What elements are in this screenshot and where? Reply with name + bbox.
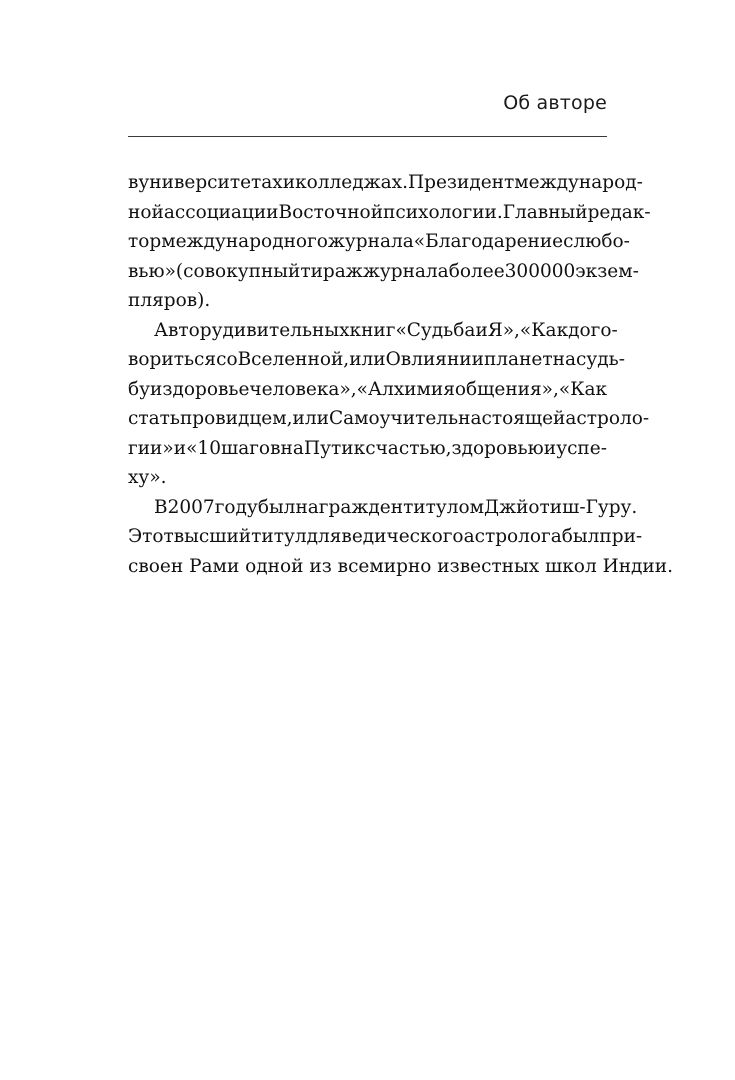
word: общения»,	[454, 378, 559, 400]
word: 2007	[167, 496, 215, 518]
word: «Как	[519, 319, 569, 341]
word: Главный	[502, 201, 588, 223]
word: редак-	[587, 201, 651, 223]
word: с	[563, 231, 574, 252]
word: «Благодарение	[413, 231, 564, 252]
word: со	[216, 349, 238, 370]
word: влиянии	[400, 349, 484, 370]
word: и	[282, 172, 296, 193]
word: на	[552, 349, 576, 370]
word: планет	[483, 349, 553, 370]
word: любо-	[573, 231, 630, 252]
word: астролога	[463, 526, 562, 547]
text-line: пляров).	[128, 290, 211, 311]
word: 000	[539, 260, 576, 282]
word: «Как	[558, 378, 608, 400]
word: счастью,	[365, 437, 452, 459]
word: судь-	[575, 349, 625, 370]
word: был	[561, 526, 600, 547]
word: стать	[128, 408, 180, 429]
word: экзем-	[575, 260, 639, 282]
word: ной	[128, 201, 164, 223]
text-line	[128, 198, 651, 228]
word: шагов	[221, 437, 281, 459]
word: титул	[251, 526, 307, 547]
word: Президент	[408, 172, 515, 193]
word: Этот	[128, 526, 174, 547]
text-line	[128, 434, 607, 464]
word: ведического	[341, 526, 464, 547]
word: дого-	[568, 319, 618, 341]
word: и	[150, 378, 163, 400]
word: журнала	[327, 231, 414, 252]
word: колледжах.	[295, 172, 408, 193]
word: настоящей	[458, 408, 566, 429]
body-text	[128, 168, 673, 581]
word: В	[154, 496, 168, 518]
word: психологии.	[383, 201, 503, 223]
word: человека»,	[249, 378, 357, 400]
word: титулом	[403, 496, 485, 518]
text-line	[128, 404, 650, 434]
word: награжден	[295, 496, 404, 518]
text-line	[128, 257, 639, 287]
word: и	[543, 437, 557, 459]
text-line	[128, 345, 625, 375]
word: гии»	[128, 437, 174, 459]
word: Я»,	[487, 319, 520, 341]
text-line: ху».	[128, 467, 167, 488]
text-line	[128, 522, 643, 552]
word: здоровью	[451, 437, 544, 459]
word: книг	[349, 319, 396, 341]
word: «10	[186, 437, 221, 459]
text-line: своен Рами одной из всемирно известных школ Индии.	[128, 555, 673, 577]
word: здоровье	[162, 378, 250, 400]
word: «Судьба	[395, 319, 476, 341]
word: Вселенной,	[237, 349, 350, 370]
word: и	[173, 437, 187, 459]
word: (совокупный	[175, 260, 301, 282]
word: и	[475, 319, 488, 341]
running-head-title: Об авторе	[503, 92, 607, 114]
word: международного	[161, 231, 328, 252]
word: Джйотиш-Гуру.	[484, 496, 638, 518]
word: тираж	[300, 260, 363, 282]
text-line	[128, 493, 638, 523]
word: высший	[173, 526, 252, 547]
word: к	[353, 437, 366, 459]
word: «Алхимия	[356, 378, 455, 400]
word: вью»	[128, 260, 176, 282]
word: был	[257, 496, 296, 518]
word: тор	[128, 231, 162, 252]
word: году	[214, 496, 258, 518]
word: при-	[599, 526, 643, 547]
word: астроло-	[565, 408, 650, 429]
text-line	[128, 168, 643, 198]
word: Восточной	[278, 201, 384, 223]
word: международ-	[514, 172, 643, 193]
word: О	[385, 349, 401, 370]
word: в	[128, 172, 139, 193]
word: бу	[128, 378, 151, 400]
text-line	[128, 227, 630, 257]
header-rule	[128, 136, 607, 137]
word: Самоучитель	[328, 408, 459, 429]
word: или	[349, 349, 386, 370]
text-line	[128, 375, 607, 405]
word: Пути	[303, 437, 354, 459]
word: более	[448, 260, 505, 282]
word: удивительных	[211, 319, 350, 341]
word: ассоциации	[163, 201, 279, 223]
word: или	[292, 408, 329, 429]
word: для	[306, 526, 342, 547]
word: вориться	[128, 349, 217, 370]
word: успе-	[556, 437, 607, 459]
word: университетах	[138, 172, 283, 193]
word: 300	[504, 260, 540, 282]
word: журнала	[362, 260, 449, 282]
word: провидцем,	[179, 408, 293, 429]
text-line	[128, 316, 618, 346]
word: на	[280, 437, 304, 459]
word: Автор	[154, 319, 212, 341]
